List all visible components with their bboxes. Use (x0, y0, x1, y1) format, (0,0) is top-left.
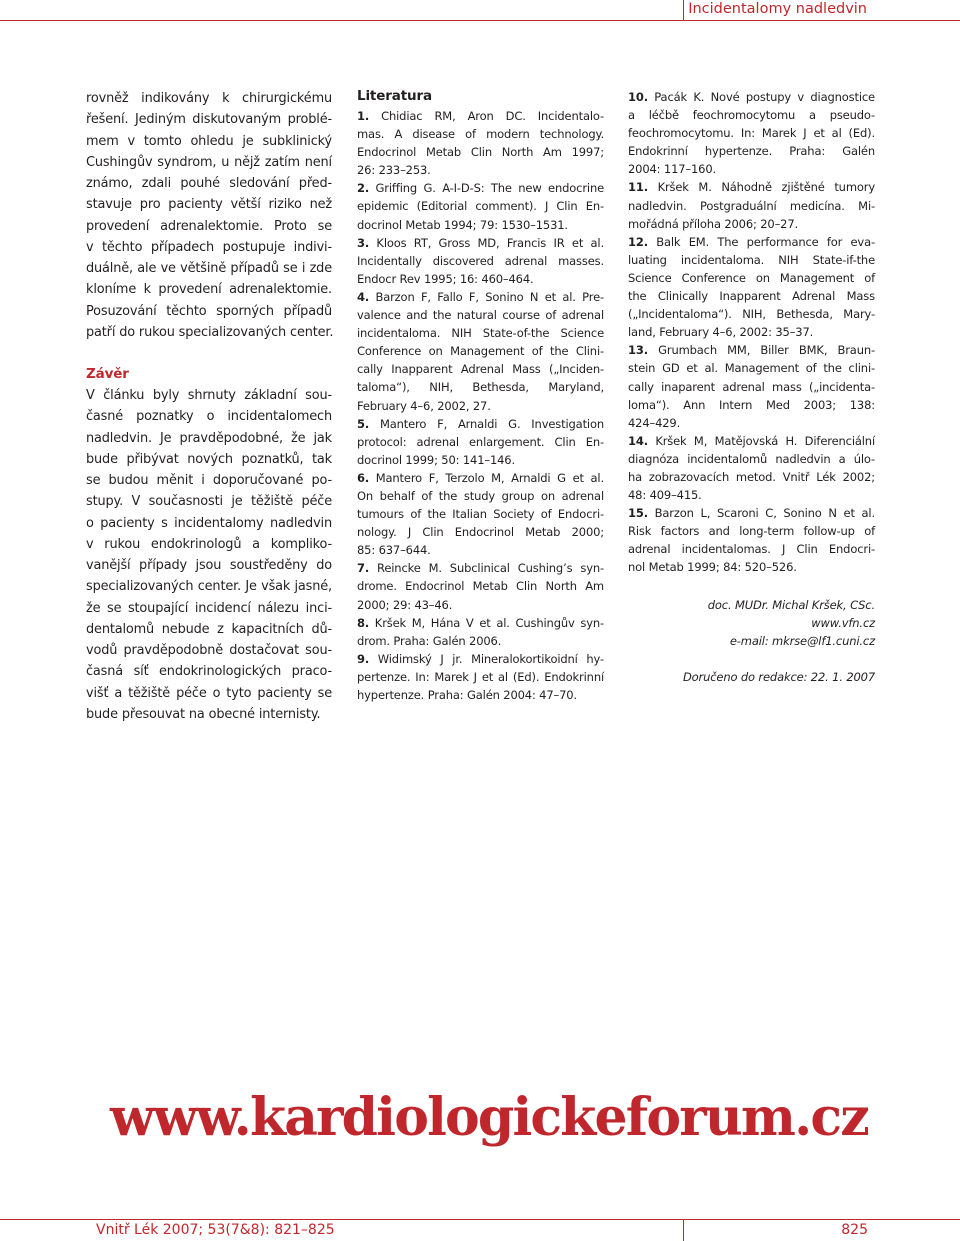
reference-line (628, 341, 875, 359)
reference-line (357, 614, 604, 632)
text-line: o pacienty s incidentalomy nadledvin (86, 515, 332, 531)
reference-text: Mantero F, Terzolo M, Arnaldi G et al. (375, 470, 604, 485)
reference-item (628, 233, 875, 342)
reference-item (357, 614, 604, 650)
reference-line (628, 106, 875, 124)
reference-line (628, 88, 875, 106)
reference-line (628, 305, 875, 323)
reference-line (357, 288, 604, 306)
reference-text: Conference on Management of the Clini- (357, 344, 604, 359)
reference-text: taloma“), NIH, Bethesda, Maryland, (357, 380, 604, 395)
reference-text: 85: 637–644. (357, 543, 431, 558)
reference-text: Grumbach MM, Biller BMK, Braun- (658, 343, 875, 358)
reference-text: Widimský J jr. Mineralokortikoidní hy- (377, 651, 605, 666)
text-line: bude přesouvat na obecné internisty. (86, 706, 321, 722)
body-column-1 (86, 88, 332, 725)
reference-item (357, 234, 604, 288)
reference-line (357, 179, 604, 197)
reference-line (357, 234, 604, 252)
reference-line (357, 306, 604, 324)
reference-line (628, 558, 875, 576)
text-line: rovněž indikovány k chirurgickému (86, 91, 332, 106)
reference-line (357, 433, 604, 451)
reference-number: 3. (357, 235, 370, 250)
reference-text: Reincke M. Subclinical Cushing’s syn- (377, 561, 604, 576)
reference-line (357, 577, 604, 595)
reference-text: Incidentally discovered adrenal masses. (357, 253, 604, 268)
reference-text: a léčbě feochromocytomu a pseudo- (628, 108, 875, 123)
reference-text: Balk EM. The performance for eva- (656, 234, 875, 249)
reference-text: diagnóza incidentalomů nadledvin a úlo- (628, 451, 875, 466)
reference-text: loma“). Ann Intern Med 2003; 138: (628, 397, 875, 412)
reference-text: Pacák K. Nové postupy v diagnostice (654, 90, 875, 104)
reference-line (628, 197, 875, 215)
reference-text: tumours of the Italian Society of Endocri- (357, 507, 604, 522)
reference-text: („Incidentaloma“). NIH, Bethesda, Mary- (628, 307, 875, 322)
text-line: mem v tomto ohledu je subklinický (86, 133, 332, 149)
reference-item (357, 650, 604, 704)
reference-text: luating incidentaloma. NIH State-if-the (628, 252, 875, 267)
reference-text: epidemic (Editorial comment). J Clin En- (357, 199, 604, 214)
reference-line (357, 686, 604, 704)
header-rule-right (684, 20, 960, 21)
reference-text: On behalf of the study group on adrenal (357, 488, 604, 503)
text-line: višť a těžiště péče o tyto pacienty se (86, 685, 332, 701)
reference-list (357, 107, 604, 704)
reference-line (357, 270, 604, 288)
text-line: v těchto případech postupuje indivi- (86, 239, 332, 255)
reference-text: hypertenze. Praha: Galén 2004: 47–70. (357, 688, 577, 702)
reference-text: drome. Endocrinol Metab Clin North Am (357, 579, 604, 594)
reference-text: nadledvin. Postgraduální medicína. Mi- (628, 198, 875, 213)
reference-line (628, 178, 875, 196)
reference-text: docrinol Metab 1994; 79: 1530–1531. (357, 217, 568, 232)
reference-text: 424–429. (628, 415, 681, 430)
reference-line (628, 160, 875, 178)
reference-line (357, 161, 604, 179)
text-line: bude přibývat nových poznatků, tak (86, 451, 332, 467)
reference-number: 14. (628, 433, 648, 448)
reference-number: 15. (628, 506, 648, 521)
reference-text: Endocr Rev 1995; 16: 460–464. (357, 271, 534, 286)
reference-text: Kršek M, Matějovská H. Diferenciální (655, 433, 875, 448)
section-heading-literature: Literatura (357, 88, 432, 104)
reference-line (357, 397, 604, 415)
reference-item (628, 341, 875, 431)
reference-text: feochromocytomu. In: Marek J et al (Ed). (628, 126, 875, 141)
reference-line (628, 540, 875, 558)
reference-line (357, 216, 604, 234)
author-web: www.vfn.cz (811, 615, 875, 630)
reference-text: Kršek M, Hána V et al. Cushingův syn- (374, 615, 604, 630)
text-line: dentalomů nebude z kapacitních dů- (86, 621, 332, 637)
reference-line (357, 487, 604, 505)
text-line: provedení adrenalektomie. Proto se (86, 218, 332, 234)
reference-line (357, 668, 604, 686)
reference-text: incidentaloma. NIH State-of-the Science (357, 326, 604, 341)
references-column-2 (628, 88, 875, 686)
reference-line (628, 359, 875, 377)
reference-line (628, 269, 875, 287)
reference-line (628, 432, 875, 450)
text-line: duálně, ale ve většině případů se i zde (86, 261, 332, 276)
reference-line (357, 469, 604, 487)
reference-text: the Clinically Inapparent Adrenal Mass (628, 289, 875, 304)
reference-text: adrenal incidentalomas. J Clin Endocri- (628, 542, 875, 557)
reference-item (628, 178, 875, 232)
reference-line (628, 504, 875, 522)
reference-text: 48: 409–415. (628, 488, 702, 503)
reference-number: 8. (357, 615, 370, 630)
reference-number: 13. (628, 343, 648, 358)
reference-item (357, 288, 604, 415)
reference-text: Chidiac RM, Aron DC. Incidentalo- (381, 109, 604, 123)
text-line: že se stoupající incidencí nálezu inci- (86, 600, 332, 616)
text-line: patří do rukou specializovaných center. (86, 324, 334, 340)
reference-line (357, 324, 604, 342)
reference-number: 6. (357, 470, 370, 485)
reference-text: valence and the natural course of adrenal (357, 308, 604, 323)
reference-item (357, 415, 604, 469)
text-line: V článku byly shrnuty základní sou- (86, 388, 332, 403)
reference-text: Kloos RT, Gross MD, Francis IR et al. (376, 235, 604, 250)
reference-line (357, 107, 604, 125)
reference-text: mořádná příloha 2006; 20–27. (628, 216, 799, 231)
reference-line (357, 342, 604, 360)
reference-item (628, 432, 875, 504)
reference-line (357, 415, 604, 433)
reference-line (357, 596, 604, 614)
text-line: se budou měnit i doporučované po- (86, 473, 332, 488)
author-name: doc. MUDr. Michal Kršek, CSc. (707, 597, 875, 612)
reference-line (628, 378, 875, 396)
text-line: časné poznatky o incidentalomech (86, 409, 332, 425)
reference-number: 2. (357, 181, 370, 196)
reference-line (628, 233, 875, 251)
reference-line (628, 522, 875, 540)
text-line: stavuje pro pacienty větší riziko než (86, 197, 332, 213)
reference-line (628, 396, 875, 414)
reference-text: February 4–6, 2002, 27. (357, 398, 491, 413)
reference-text: docrinol 1999; 50: 141–146. (357, 452, 515, 467)
text-line: známo, zdali pouhé sledování před- (86, 176, 332, 191)
reference-text: nology. J Clin Endocrinol Metab 2000; (357, 525, 604, 540)
reference-text: Risk factors and long-term follow-up of (628, 524, 875, 539)
reference-text: Griffing G. A-I-D-S: The new endocrine (375, 181, 605, 196)
reference-line (628, 414, 875, 432)
reference-line (628, 468, 875, 486)
text-line: vodů pravděpodobně dostačovat sou- (86, 643, 332, 658)
reference-line (357, 523, 604, 541)
reference-line (628, 486, 875, 504)
reference-line (357, 559, 604, 577)
text-line: časná síť endokrinologických praco- (86, 664, 332, 680)
text-line: specializovaných center. Je však jasné, (86, 579, 332, 595)
reference-line (628, 215, 875, 233)
reference-number: 9. (357, 651, 370, 666)
reference-line (357, 197, 604, 215)
text-line: vanější případy jsou soustředěny do (86, 558, 332, 573)
reference-item (357, 107, 604, 179)
reference-list (628, 88, 875, 577)
ad-website[interactable]: www.kardiologickeforum.cz (110, 1087, 868, 1148)
reference-number: 7. (357, 561, 370, 576)
body-paragraph (86, 385, 332, 725)
reference-text: 2004: 117–160. (628, 162, 717, 177)
reference-text: protocol: adrenal enlargement. Clin En- (357, 434, 604, 449)
reference-number: 5. (357, 416, 370, 431)
text-line: řešení. Jediným diskutovaným problé- (86, 112, 332, 128)
reference-text: stein GD et al. Management of the clini- (628, 361, 875, 376)
reference-line (357, 125, 604, 143)
reference-line (357, 541, 604, 559)
reference-line (357, 632, 604, 650)
reference-number: 4. (357, 289, 370, 304)
text-line: Posuzování těchto sporných případů (86, 303, 332, 319)
reference-number: 1. (357, 109, 370, 123)
reference-number: 10. (628, 90, 648, 104)
text-line: v rukou endokrinologů a kompliko- (86, 536, 332, 552)
reference-text: Science Conference on Management of (628, 270, 875, 285)
reference-text: mas. A disease of modern technology. (357, 127, 604, 142)
reference-line (357, 650, 604, 668)
text-line: Cushingův syndrom, u nějž zatím není (86, 154, 332, 170)
reference-text: cally Inapparent Adrenal Mass („Inciden- (357, 362, 604, 377)
footer-rule (0, 1219, 960, 1220)
reference-line (357, 143, 604, 161)
reference-item (357, 469, 604, 559)
section-heading-conclusion: Závěr (86, 366, 129, 382)
reference-item (357, 179, 604, 233)
reference-line (357, 252, 604, 270)
text-line: kloníme k provedení adrenalektomie. (86, 282, 332, 298)
references-column-1 (357, 88, 604, 704)
reference-text: Barzon F, Fallo F, Sonino N et al. Pre- (375, 289, 604, 304)
reference-item (357, 559, 604, 613)
body-paragraph (86, 88, 332, 343)
reference-text: cally inaparent adrenal mass („incidenta- (628, 379, 875, 394)
reference-item (628, 88, 875, 178)
reference-line (628, 450, 875, 468)
reference-text: Mantero F, Arnaldi G. Investigation (379, 416, 604, 431)
reference-text: Kršek M. Náhodně zjištěné tumory (657, 180, 875, 195)
reference-text: Endokrinní hypertenze. Praha: Galén (628, 144, 875, 159)
reference-number: 12. (628, 234, 648, 249)
reference-item (628, 504, 875, 576)
footer-divider (683, 1219, 684, 1241)
page-number: 825 (841, 1222, 868, 1238)
header-rule (0, 20, 683, 21)
reference-text: Endocrinol Metab Clin North Am 1997; (357, 145, 604, 160)
reference-text: 2000; 29: 43–46. (357, 597, 453, 612)
text-line: nadledvin. Je pravděpodobné, že jak (86, 430, 332, 446)
reference-text: nol Metab 1999; 84: 520–526. (628, 560, 797, 575)
received-date: Doručeno do redakce: 22. 1. 2007 (682, 669, 875, 684)
reference-line (357, 451, 604, 469)
reference-text: drom. Praha: Galén 2006. (357, 633, 502, 648)
reference-line (628, 124, 875, 142)
reference-line (357, 360, 604, 378)
header-divider (683, 0, 684, 21)
reference-line (628, 323, 875, 341)
reference-line (357, 505, 604, 523)
text-line: stupy. V současnosti je těžiště péče (86, 494, 332, 510)
reference-line (357, 378, 604, 396)
reference-text: Barzon L, Scaroni C, Sonino N et al. (654, 506, 875, 521)
reference-number: 11. (628, 180, 648, 195)
reference-line (628, 287, 875, 305)
reference-line (628, 251, 875, 269)
author-email: e-mail: mkrse@lf1.cuni.cz (729, 633, 875, 648)
reference-text: 26: 233–253. (357, 163, 431, 178)
running-header-title: Incidentalomy nadledvin (688, 1, 867, 17)
reference-text: pertenze. In: Marek J et al (Ed). Endokrinní (357, 669, 604, 684)
footer-citation: Vnitř Lék 2007; 53(7&8): 821–825 (96, 1222, 335, 1238)
reference-text: ha zobrazovacích metod. Vnitř Lék 2002; (628, 469, 875, 484)
reference-line (628, 142, 875, 160)
reference-text: land, February 4–6, 2002: 35–37. (628, 325, 814, 340)
